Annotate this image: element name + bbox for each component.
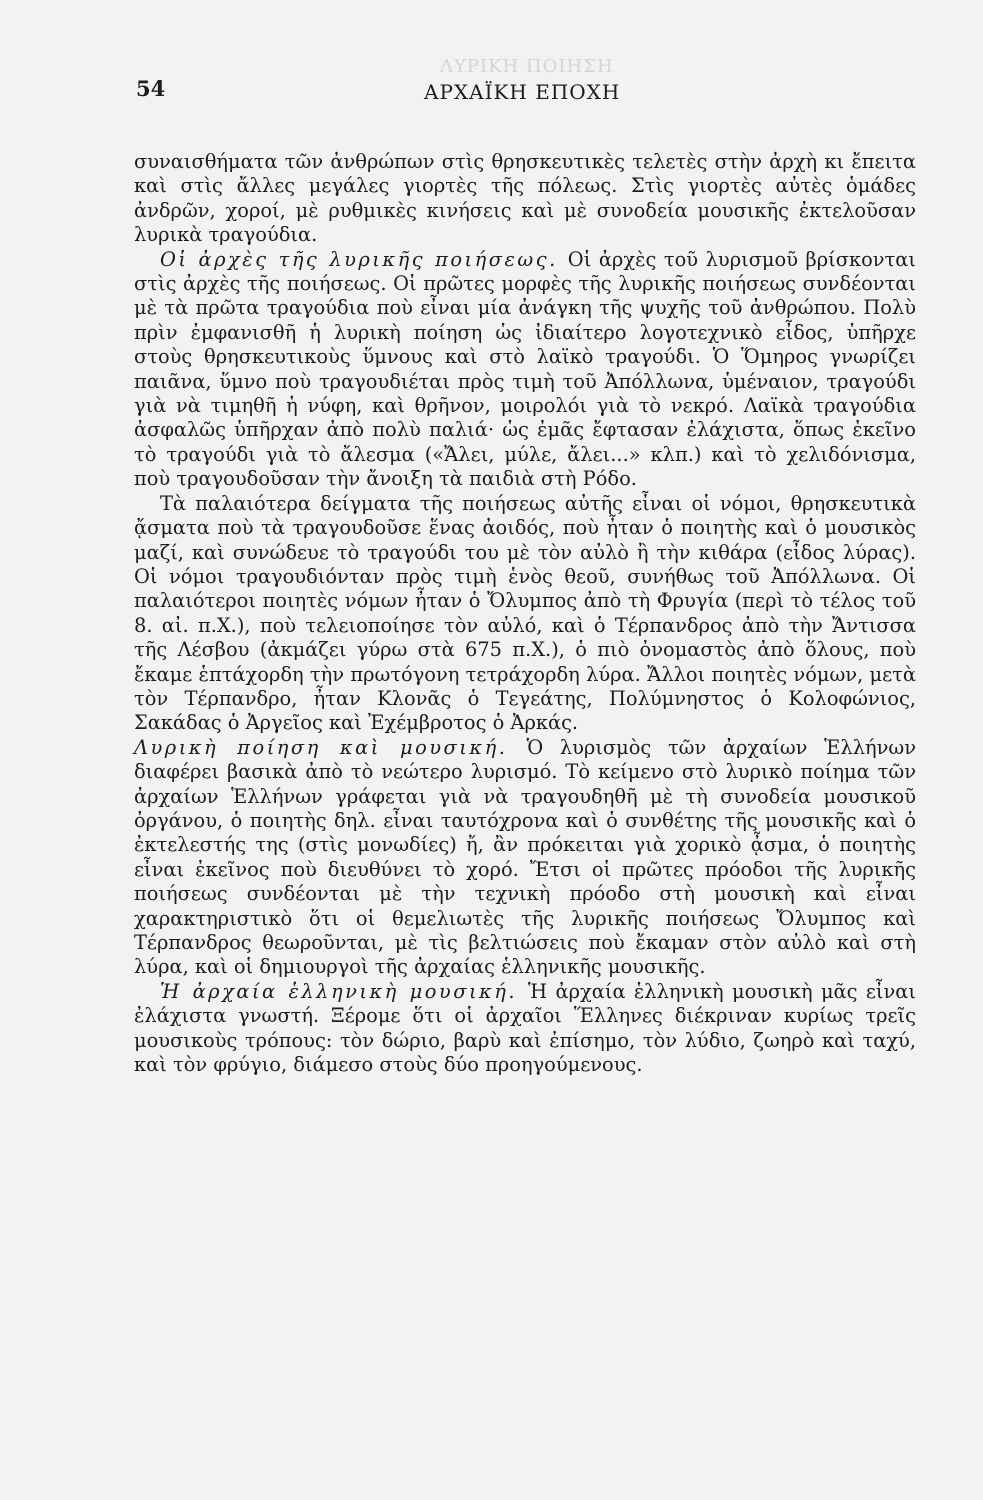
page-header xyxy=(136,76,916,116)
paragraph-text: συναισθήματα τῶν ἀνθρώπων στὶς θρησκευτικὲς τελετὲς στὴν ἀρχὴ κι ἔπειτα καὶ στὶς ἄλλες μεγάλες γιορτὲς τῆς πόλεως. Στὶς γιορτὲς αὐτὲς ὁμάδες ἀνδρῶν, χοροί, μὲ ρυθμικὲς κινήσεις καὶ μὲ συνοδεία μουσικῆς ἐκτελοῦσαν λυρικὰ τραγούδια. xyxy=(134,150,916,247)
paragraph-3 xyxy=(134,492,916,736)
page-number: 54 xyxy=(136,76,166,101)
bleed-through-title: ΛΥΡΙΚΗ ΠΟΙΗΣΗ xyxy=(440,56,614,77)
running-title: ΑΡΧΑΪΚΗ ΕΠΟΧΗ xyxy=(424,80,621,104)
paragraph-5 xyxy=(134,980,916,1078)
paragraph-text: Τὰ παλαιότερα δείγματα τῆς ποιήσεως αὐτῆς εἶναι οἱ νόμοι, θρησκευτικὰ ᾄσματα ποὺ τὰ τραγουδοῦσε ἕνας ἀοιδός, ποὺ ἦταν ὁ ποιητὴς καὶ ὁ μουσικὸς μαζί, καὶ συνώδευε τὸ τραγούδι του μὲ τὸν αὐλὸ ἢ τὴν κιθάρα (εἶδος λύρας). Οἱ νόμοι τραγουδιόνταν πρὸς τιμὴ ἑνὸς θεοῦ, συνήθως τοῦ Ἀπόλλωνα. Οἱ παλαιότεροι ποιητὲς νόμων ἦταν ὁ Ὄλυμπος ἀπὸ τὴ Φρυγία (περὶ τὸ τέλος τοῦ 8. αἰ. π.Χ.), ποὺ τελειοποίησε τὸν αὐλό, καὶ ὁ Τέρπανδρος ἀπὸ τὴν Ἄντισσα τῆς Λέσβου (ἀκμάζει γύρω στὰ 675 π.Χ.), ὁ πιὸ ὀνομαστὸς ἀπὸ ὅλους, ποὺ ἔκαμε ἑπτάχορδη τὴν πρωτόγονη τετράχορδη λύρα. Ἄλλοι ποιητὲς νόμων, μετὰ τὸν Τέρπανδρο, ἦταν Κλονᾶς ὁ Τεγεάτης, Πολύμνηστος ὁ Κολοφώνιος, Σακάδας ὁ Ἀργεῖος καὶ Ἐχέμβροτος ὁ Ἀρκάς. xyxy=(134,491,916,735)
section-heading: Οἱ ἀρχὲς τῆς λυρικῆς ποιήσεως. xyxy=(160,247,568,271)
section-heading: Λυρικὴ ποίηση καὶ μουσική. xyxy=(134,735,527,759)
section-heading: Ἡ ἀρχαία ἑλληνικὴ μουσική. xyxy=(160,979,528,1003)
paragraph-text: Ὁ λυρισμὸς τῶν ἀρχαίων Ἑλλήνων διαφέρει βασικὰ ἀπὸ τὸ νεώτερο λυρισμό. Τὸ κείμενο στὸ λυρικὸ ποίημα τῶν ἀρχαίων Ἑλλήνων γράφεται γιὰ νὰ τραγουδηθῆ μὲ τὴ συνοδεία μουσικοῦ ὀργάνου, ὁ ποιητὴς δηλ. εἶναι ταυτόχρονα καὶ ὁ συνθέτης τῆς μουσικῆς καὶ ὁ ἐκτελεστής της (στὶς μονωδίες) ἤ, ἂν πρόκειται γιὰ χορικὸ ᾆσμα, ὁ ποιητὴς εἶναι ἐκεῖνος ποὺ διευθύνει τὸ χορό. Ἔτσι οἱ πρῶτες πρόοδοι τῆς λυρικῆς ποιήσεως συνδέονται μὲ τὴν τεχνικὴ πρόοδο στὴ μουσικὴ καὶ εἶναι χαρακτηριστικὸ ὅτι οἱ θεμελιωτὲς τῆς λυρικῆς ποιήσεως Ὄλυμπος καὶ Τέρπανδρος θεωροῦνται, μὲ τὶς βελτιώσεις ποὺ ἔκαμαν στὸν αὐλὸ καὶ στὴ λύρα, καὶ οἱ δημιουργοὶ τῆς ἀρχαίας ἑλληνικῆς μουσικῆς. xyxy=(134,735,916,979)
paragraph-text: Ἡ ἀρχαία ἑλληνικὴ μουσικὴ μᾶς εἶναι ἐλάχιστα γνωστή. Ξέρομε ὅτι οἱ ἀρχαῖοι Ἕλληνες διέκριναν κυρίως τρεῖς μουσικοὺς τρόπους: τὸν δώριο, βαρὺ καὶ ἐπίσημο, τὸν λύδιο, ζωηρὸ καὶ ταχύ, καὶ τὸν φρύγιο, διάμεσο στοὺς δύο προηγούμενους. xyxy=(134,979,916,1077)
paragraph-text: Οἱ ἀρχὲς τοῦ λυρισμοῦ βρίσκονται στὶς ἀρχὲς τῆς ποιήσεως. Οἱ πρῶτες μορφὲς τῆς λυρικῆς ποιήσεως συνδέονται μὲ τὰ πρῶτα τραγούδια ποὺ εἶναι μία ἀνάγκη τῆς ψυχῆς τοῦ ἀνθρώπου. Πολὺ πρὶν ἐμφανισθῆ ἡ λυρικὴ ποίηση ὡς ἰδιαίτερο λογοτεχνικὸ εἶδος, ὑπῆρχε στοὺς θρησκευτικοὺς ὕμνους καὶ στὸ λαϊκὸ τραγούδι. Ὁ Ὅμηρος γνωρίζει παιᾶνα, ὕμνο ποὺ τραγουδιέται πρὸς τιμὴ τοῦ Ἀπόλλωνα, ὑμέναιον, τραγούδι γιὰ νὰ τιμηθῆ ἡ νύφη, καὶ θρῆνον, μοιρολόι γιὰ τὸ νεκρό. Λαϊκὰ τραγούδια ἀσφαλῶς ὑπῆρχαν ἀπὸ πολὺ παλιά· ὡς ἐμᾶς ἔφτασαν ἐλάχιστα, ὅπως ἐκεῖνο τὸ τραγούδι γιὰ τὸ ἄλεσμα («Ἄλει, μύλε, ἄλει...» κλπ.) καὶ τὸ χελιδόνισμα, ποὺ τραγουδοῦσαν τὴν ἄνοιξη τὰ παιδιὰ στὴ Ρόδο. xyxy=(134,247,916,491)
paragraph-1 xyxy=(134,150,916,248)
body-text xyxy=(134,150,916,1077)
paragraph-4 xyxy=(134,736,916,980)
paragraph-2 xyxy=(134,248,916,492)
